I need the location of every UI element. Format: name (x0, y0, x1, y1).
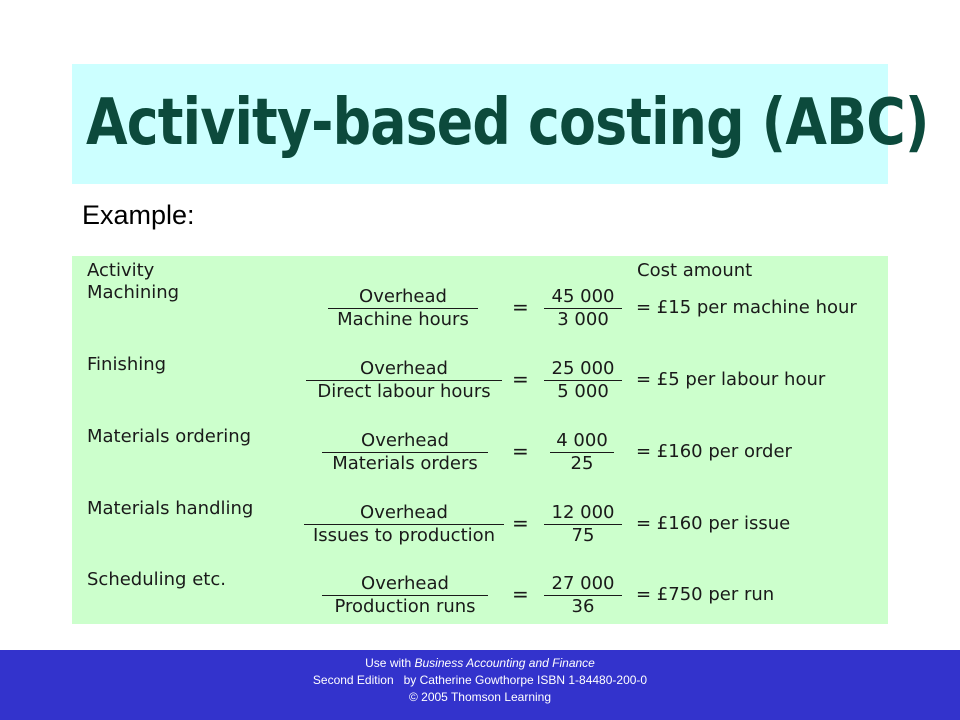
rate-calculation (544, 358, 622, 404)
formula-numerator: Overhead (361, 573, 449, 594)
activity-name: Materials ordering (87, 426, 252, 447)
overhead-value: 27 000 (551, 573, 615, 594)
slide-title: Activity-based costing (ABC) (86, 86, 929, 160)
footer-line-3: © 2005 Thomson Learning (408, 690, 552, 704)
title-banner (72, 64, 929, 184)
cost-amount-column-header: Cost amount (637, 260, 753, 281)
cost-table (72, 256, 888, 624)
example-label: Example: (82, 200, 195, 230)
footer-book-title: Business Accounting and Finance (414, 656, 595, 670)
formula-denominator: Issues to production (312, 525, 496, 546)
driver-value: 3 000 (557, 309, 609, 330)
rate-formula (328, 286, 478, 332)
footer-line-1 (0, 655, 960, 672)
cost-rate-result: = £5 per labour hour (636, 369, 826, 390)
equals-sign: = (512, 582, 529, 606)
table-row (72, 498, 888, 548)
cost-rate-result: = £750 per run (636, 584, 775, 605)
formula-denominator: Direct labour hours (317, 381, 491, 402)
activity-name: Materials handling (87, 498, 254, 519)
activity-name: Machining (87, 282, 180, 303)
driver-value: 75 (571, 525, 595, 546)
table-row (72, 426, 888, 476)
cost-rate-result: = £160 per order (636, 441, 792, 462)
activity-name: Finishing (87, 354, 167, 375)
driver-value: 5 000 (557, 381, 609, 402)
cost-rate-result: = £15 per machine hour (636, 297, 857, 318)
overhead-value: 12 000 (551, 502, 615, 523)
equals-sign: = (512, 439, 529, 463)
rate-formula (306, 358, 502, 404)
rate-formula (322, 430, 488, 476)
overhead-value: 4 000 (556, 430, 608, 451)
equals-sign: = (512, 295, 529, 319)
formula-numerator: Overhead (360, 358, 448, 379)
activity-column-header: Activity (87, 260, 155, 281)
table-row (72, 569, 888, 619)
footer-prefix: Use with (365, 656, 415, 670)
formula-numerator: Overhead (359, 286, 447, 307)
footer-line-2: Second Edition by Catherine Gowthorpe ISBN 1-84480-200-0 (312, 673, 648, 687)
formula-denominator: Production runs (334, 596, 476, 617)
table-row (72, 354, 888, 404)
rate-calculation (544, 502, 622, 548)
driver-value: 25 (570, 453, 594, 474)
formula-numerator: Overhead (361, 430, 449, 451)
driver-value: 36 (571, 596, 595, 617)
formula-denominator: Materials orders (332, 453, 478, 474)
activity-name: Scheduling etc. (87, 569, 226, 590)
rate-formula (304, 502, 504, 548)
equals-sign: = (512, 511, 529, 535)
rate-formula (322, 573, 488, 619)
cost-rate-result: = £160 per issue (636, 513, 791, 534)
overhead-value: 45 000 (551, 286, 615, 307)
overhead-value: 25 000 (551, 358, 615, 379)
rate-calculation (544, 573, 622, 619)
equals-sign: = (512, 367, 529, 391)
rate-calculation (544, 286, 622, 332)
table-row (72, 282, 888, 332)
formula-denominator: Machine hours (337, 309, 469, 330)
rate-calculation (550, 430, 614, 476)
footer-band (0, 650, 960, 720)
formula-numerator: Overhead (360, 502, 448, 523)
